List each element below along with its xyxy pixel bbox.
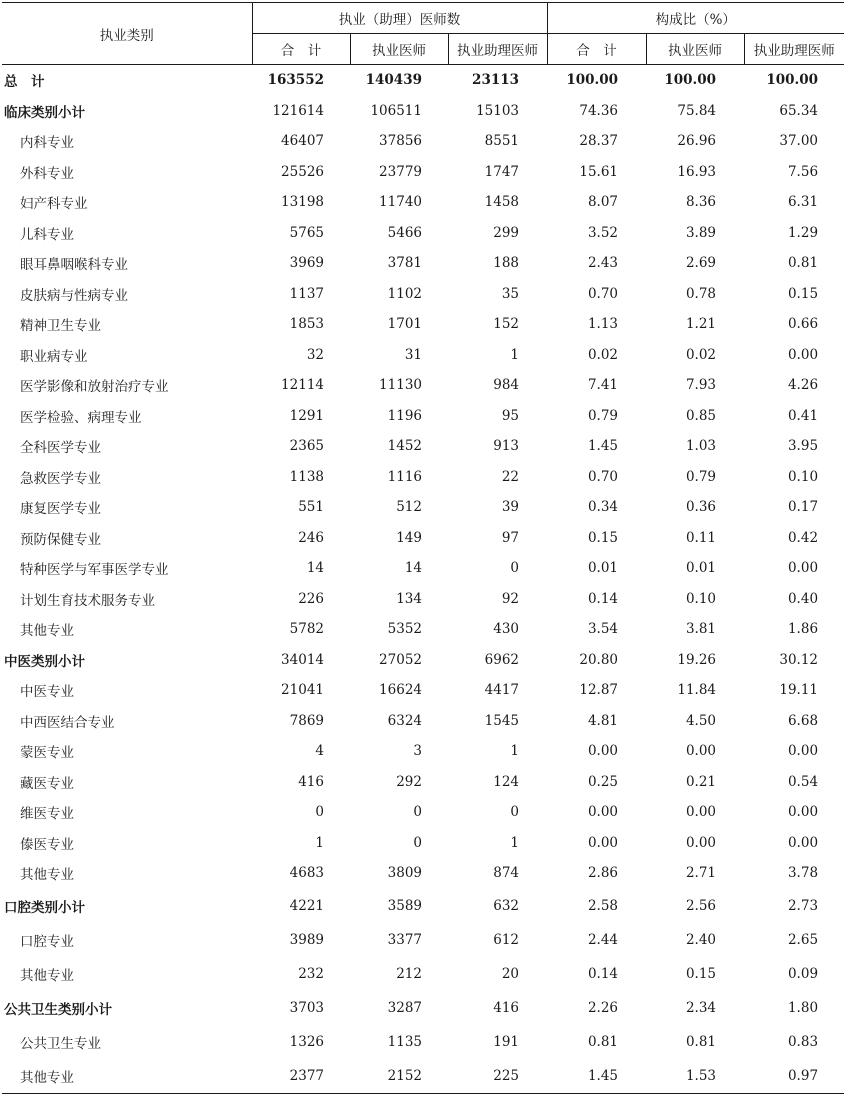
cell-count-physician: 134 [396, 590, 422, 607]
cell-count-physician: 23779 [379, 163, 422, 180]
cell-count-physician: 3377 [387, 931, 422, 948]
cell-count-physician: 1116 [387, 468, 422, 485]
cell-count-assistant: 416 [493, 999, 520, 1016]
table-row [2, 858, 844, 889]
cell-count-physician: 1452 [387, 438, 422, 455]
cell-count-assistant: 299 [493, 224, 520, 241]
cell-count-total: 5782 [289, 621, 324, 638]
cell-ratio-total: 0.81 [587, 1033, 619, 1050]
cell-ratio-total: 0.00 [587, 834, 619, 851]
cell-count-total: 12114 [281, 377, 324, 394]
cell-ratio-assistant: 0.40 [787, 590, 819, 607]
table-body [2, 65, 844, 1094]
cell-ratio-total: 7.41 [587, 377, 619, 394]
cell-count-total: 2377 [252, 1059, 350, 1094]
cell-ratio-total: 0.14 [587, 590, 619, 607]
cell-ratio-physician: 11.84 [677, 682, 717, 699]
cell-count-assistant: 913 [493, 438, 520, 455]
row-label: 职业病专业 [20, 348, 88, 365]
cell-count-total: 232 [298, 965, 324, 982]
cell-ratio-assistant: 6.68 [787, 712, 819, 729]
row-label: 其他专业 [2, 1059, 252, 1094]
col-header-ratio-assistant: 执业助理医师 [744, 34, 844, 65]
row-label: 皮肤病与性病专业 [20, 287, 128, 304]
cell-count-total: 3989 [289, 931, 324, 948]
col-header-count-total: 合 计 [252, 34, 350, 65]
row-label: 公共卫生类别小计 [4, 1001, 112, 1018]
table-row [2, 1059, 844, 1094]
row-label: 精神卫生专业 [20, 318, 101, 335]
cell-count-physician: 1701 [387, 316, 422, 333]
cell-count-assistant: 4417 [484, 682, 520, 699]
row-label: 眼耳鼻咽喉科专业 [20, 257, 128, 274]
table-row [2, 462, 844, 493]
total-row [2, 65, 844, 96]
cell-ratio-total: 3.52 [587, 224, 619, 241]
cell-count-total: 2365 [289, 438, 324, 455]
cell-count-physician: 31 [404, 346, 422, 363]
cell-ratio-assistant: 0.00 [787, 804, 819, 821]
table-row [2, 706, 844, 737]
cell-count-physician: 1102 [387, 285, 422, 302]
row-label: 外科专业 [20, 165, 74, 182]
cell-ratio-total: 20.80 [579, 651, 619, 668]
cell-count-physician: 512 [396, 499, 422, 516]
cell-ratio-physician: 0.36 [685, 499, 717, 516]
cell-count-assistant: 632 [493, 897, 520, 914]
row-label: 中医类别小计 [4, 653, 85, 670]
cell-ratio-physician: 1.03 [685, 438, 717, 455]
table-row [2, 553, 844, 584]
cell-ratio-total: 0.34 [587, 499, 619, 516]
cell-ratio-physician: 8.36 [685, 194, 717, 211]
row-label: 计划生育技术服务专业 [20, 592, 155, 609]
cell-count-assistant: 430 [493, 621, 520, 638]
cell-count-assistant: 984 [493, 377, 520, 394]
cell-count-total: 3969 [289, 255, 324, 272]
cell-count-physician: 292 [396, 773, 422, 790]
cell-ratio-physician: 19.26 [677, 651, 717, 668]
cell-count-assistant: 39 [501, 499, 520, 516]
cell-count-assistant: 1545 [484, 712, 520, 729]
cell-ratio-physician: 7.93 [685, 377, 717, 394]
cell-ratio-total: 12.87 [579, 682, 619, 699]
cell-count-total: 3703 [289, 999, 324, 1016]
cell-ratio-physician: 3.81 [685, 621, 717, 638]
cell-ratio-assistant: 3.78 [787, 865, 819, 882]
cell-ratio-assistant: 3.95 [787, 438, 819, 455]
table-row [2, 218, 844, 249]
row-label: 口腔类别小计 [4, 899, 85, 916]
cell-count-physician: 6324 [387, 712, 422, 729]
table-row [2, 736, 844, 767]
row-label: 口腔专业 [20, 933, 74, 950]
cell-ratio-physician: 0.21 [685, 773, 717, 790]
cell-ratio-physician: 2.40 [685, 931, 717, 948]
cell-ratio-assistant: 6.31 [787, 194, 819, 211]
cell-count-total: 4 [315, 743, 324, 760]
cell-ratio-physician: 100.00 [664, 72, 717, 89]
row-label: 其他专业 [20, 867, 74, 884]
cell-ratio-physician: 2.71 [685, 865, 717, 882]
row-label: 康复医学专业 [20, 501, 101, 518]
cell-count-total: 14 [306, 560, 324, 577]
table-row [2, 614, 844, 645]
cell-ratio-assistant: 0.00 [787, 743, 819, 760]
cell-ratio-total: 0.25 [587, 773, 619, 790]
cell-ratio-assistant: 100.00 [766, 72, 819, 89]
cell-ratio-total: 0.79 [587, 407, 619, 424]
row-label: 医学检验、病理专业 [20, 409, 142, 426]
row-label: 其他专业 [20, 623, 74, 640]
cell-count-assistant: 95 [501, 407, 520, 424]
cell-ratio-physician: 2.56 [685, 897, 717, 914]
table-row [2, 584, 844, 615]
cell-ratio-physician: 16.93 [677, 163, 717, 180]
cell-count-physician: 3589 [387, 897, 422, 914]
cell-ratio-assistant: 1.86 [787, 621, 819, 638]
cell-ratio-total: 0.70 [587, 285, 619, 302]
cell-count-assistant: 15103 [476, 102, 520, 119]
cell-ratio-assistant: 2.73 [787, 897, 819, 914]
table-row [2, 370, 844, 401]
ratio-group-header: 构成比（%） [547, 3, 844, 34]
col-header-count-assistant: 执业助理医师 [448, 34, 547, 65]
cell-count-assistant: 0 [510, 560, 520, 577]
cell-ratio-total: 2.26 [587, 999, 619, 1016]
col-header-ratio-physician: 执业医师 [646, 34, 744, 65]
cell-ratio-total: 2.58 [587, 897, 619, 914]
table-row [2, 279, 844, 310]
cell-count-total: 21041 [281, 682, 324, 699]
row-label: 预防保健专业 [20, 531, 101, 548]
table-row [2, 401, 844, 432]
cell-count-physician: 11740 [379, 194, 422, 211]
subtotal-row [2, 889, 844, 923]
cell-count-physician: 0 [413, 804, 422, 821]
cell-ratio-total: 8.07 [587, 194, 619, 211]
cell-count-assistant: 22 [501, 468, 520, 485]
cell-ratio-physician: 1.21 [685, 316, 717, 333]
row-label: 中西医结合专业 [20, 714, 115, 731]
row-label: 儿科专业 [20, 226, 74, 243]
cell-count-assistant: 97 [501, 529, 520, 546]
table-row [2, 248, 844, 279]
cell-ratio-assistant: 0.66 [787, 316, 819, 333]
cell-count-assistant: 191 [493, 1033, 520, 1050]
cell-ratio-assistant: 0.17 [787, 499, 819, 516]
cell-ratio-physician: 0.02 [685, 346, 717, 363]
row-label: 其他专业 [20, 967, 74, 984]
cell-count-total: 1138 [289, 468, 324, 485]
cell-ratio-total: 0.15 [587, 529, 619, 546]
col-header-count-physician: 执业医师 [350, 34, 448, 65]
subtotal-row [2, 645, 844, 676]
doctor-count-group-header: 执业（助理）医师数 [252, 3, 547, 34]
cell-ratio-total: 15.61 [579, 163, 619, 180]
cell-count-assistant: 1747 [484, 163, 520, 180]
cell-ratio-total: 0.14 [587, 965, 619, 982]
cell-ratio-physician: 0.79 [685, 468, 717, 485]
row-label: 特种医学与军事医学专业 [20, 562, 169, 579]
cell-ratio-total: 1.45 [547, 1059, 646, 1094]
cell-ratio-assistant: 0.09 [787, 965, 819, 982]
row-label: 妇产科专业 [20, 196, 88, 213]
cell-ratio-physician: 0.78 [685, 285, 717, 302]
cell-count-total: 5765 [289, 224, 324, 241]
row-label: 公共卫生专业 [20, 1035, 101, 1052]
cell-count-physician: 5466 [387, 224, 422, 241]
cell-ratio-assistant: 0.41 [787, 407, 819, 424]
table-row [2, 187, 844, 218]
table-row [2, 492, 844, 523]
cell-count-assistant: 20 [501, 965, 520, 982]
cell-ratio-total: 0.01 [587, 560, 619, 577]
cell-count-physician: 37856 [379, 133, 422, 150]
row-label: 全科医学专业 [20, 440, 101, 457]
cell-count-total: 46407 [281, 133, 324, 150]
cell-ratio-assistant: 7.56 [787, 163, 819, 180]
cell-ratio-assistant: 0.00 [787, 560, 819, 577]
cell-ratio-assistant: 65.34 [779, 102, 819, 119]
cell-count-total: 32 [306, 346, 324, 363]
cell-count-total: 7869 [289, 712, 324, 729]
cell-count-assistant: 225 [448, 1059, 547, 1094]
cell-ratio-physician: 0.00 [685, 743, 717, 760]
cell-count-physician: 0 [413, 834, 422, 851]
cell-ratio-assistant: 0.00 [787, 346, 819, 363]
cell-ratio-physician: 0.10 [685, 590, 717, 607]
cell-ratio-physician: 0.85 [685, 407, 717, 424]
cell-count-physician: 1135 [387, 1033, 422, 1050]
cell-count-assistant: 23113 [472, 72, 520, 89]
physician-category-table [2, 2, 844, 1094]
table-row [2, 431, 844, 462]
cell-ratio-assistant: 0.97 [744, 1059, 844, 1094]
col-header-ratio-total: 合 计 [547, 34, 646, 65]
cell-count-assistant: 874 [493, 865, 520, 882]
cell-count-assistant: 612 [493, 931, 520, 948]
cell-count-assistant: 1 [510, 743, 520, 760]
cell-count-physician: 3287 [387, 999, 422, 1016]
cell-count-physician: 212 [396, 965, 422, 982]
cell-ratio-total: 0.00 [587, 743, 619, 760]
table-row [2, 923, 844, 957]
cell-ratio-total: 0.00 [587, 804, 619, 821]
cell-ratio-assistant: 0.15 [787, 285, 819, 302]
cell-count-physician: 106511 [370, 102, 422, 119]
cell-ratio-assistant: 0.83 [787, 1033, 819, 1050]
table-row [2, 797, 844, 828]
cell-ratio-assistant: 0.42 [787, 529, 819, 546]
cell-count-physician: 1196 [387, 407, 422, 424]
table-row [2, 957, 844, 991]
cell-count-physician: 11130 [379, 377, 422, 394]
cell-count-physician: 149 [396, 529, 422, 546]
cell-ratio-physician: 0.81 [685, 1033, 717, 1050]
cell-ratio-total: 4.81 [587, 712, 619, 729]
cell-count-assistant: 1 [510, 834, 520, 851]
row-label: 医学影像和放射治疗专业 [20, 379, 169, 396]
cell-ratio-physician: 0.01 [685, 560, 717, 577]
cell-ratio-total: 2.44 [587, 931, 619, 948]
cell-ratio-physician: 0.11 [685, 529, 717, 546]
table-row [2, 675, 844, 706]
cell-count-assistant: 1 [510, 346, 520, 363]
cell-count-total: 34014 [281, 651, 324, 668]
cell-ratio-physician: 0.15 [685, 965, 717, 982]
cell-count-physician: 27052 [379, 651, 422, 668]
cell-ratio-assistant: 0.81 [787, 255, 819, 272]
cell-ratio-total: 100.00 [566, 72, 619, 89]
cell-ratio-total: 74.36 [579, 102, 619, 119]
cell-ratio-assistant: 19.11 [779, 682, 819, 699]
row-label: 中医专业 [20, 684, 74, 701]
cell-count-physician: 3 [413, 743, 422, 760]
cell-ratio-assistant: 1.80 [787, 999, 819, 1016]
cell-count-total: 416 [298, 773, 324, 790]
cell-count-total: 1291 [289, 407, 324, 424]
subtotal-row [2, 96, 844, 127]
cell-ratio-assistant: 0.10 [787, 468, 819, 485]
cell-ratio-assistant: 0.54 [787, 773, 819, 790]
cell-ratio-total: 2.43 [587, 255, 619, 272]
cell-count-total: 226 [298, 590, 324, 607]
row-label: 总 计 [4, 74, 45, 91]
table-row [2, 1025, 844, 1059]
cell-count-total: 1137 [289, 285, 324, 302]
cell-ratio-physician: 75.84 [677, 102, 717, 119]
cell-ratio-physician: 26.96 [677, 133, 717, 150]
cell-count-total: 163552 [267, 72, 324, 89]
header-row-1 [2, 3, 844, 34]
row-label: 内科专业 [20, 135, 74, 152]
row-label: 急救医学专业 [20, 470, 101, 487]
cell-ratio-total: 1.45 [587, 438, 619, 455]
cell-ratio-physician: 0.00 [685, 834, 717, 851]
cell-ratio-assistant: 4.26 [787, 377, 819, 394]
cell-ratio-physician: 3.89 [685, 224, 717, 241]
table-row [2, 828, 844, 859]
cell-count-physician: 14 [404, 560, 422, 577]
cell-ratio-total: 0.02 [587, 346, 619, 363]
cell-count-total: 1 [315, 834, 324, 851]
cell-count-assistant: 124 [493, 773, 520, 790]
cell-ratio-physician: 4.50 [685, 712, 717, 729]
row-label: 傣医专业 [20, 836, 74, 853]
cell-ratio-total: 2.86 [587, 865, 619, 882]
cell-count-total: 4221 [289, 897, 324, 914]
table-row [2, 340, 844, 371]
table-row [2, 767, 844, 798]
cell-ratio-physician: 0.00 [685, 804, 717, 821]
category-header: 执业类别 [2, 3, 252, 65]
cell-ratio-total: 1.13 [587, 316, 619, 333]
cell-count-assistant: 152 [493, 316, 520, 333]
table-row [2, 523, 844, 554]
cell-ratio-total: 28.37 [579, 133, 619, 150]
row-label: 维医专业 [20, 806, 74, 823]
cell-count-total: 4683 [289, 865, 324, 882]
cell-count-total: 551 [298, 499, 324, 516]
cell-ratio-total: 3.54 [587, 621, 619, 638]
cell-count-total: 1326 [289, 1033, 324, 1050]
cell-count-total: 246 [298, 529, 324, 546]
row-label: 临床类别小计 [4, 104, 85, 121]
cell-ratio-assistant: 1.29 [787, 224, 819, 241]
cell-ratio-total: 0.70 [587, 468, 619, 485]
cell-count-assistant: 6962 [484, 651, 520, 668]
cell-ratio-physician: 1.53 [646, 1059, 744, 1094]
cell-count-physician: 3781 [387, 255, 422, 272]
table-row [2, 126, 844, 157]
cell-ratio-assistant: 0.00 [787, 834, 819, 851]
cell-count-total: 1853 [289, 316, 324, 333]
cell-count-total: 25526 [281, 163, 324, 180]
row-label: 蒙医专业 [20, 745, 74, 762]
row-label: 藏医专业 [20, 775, 74, 792]
cell-count-physician: 5352 [387, 621, 422, 638]
cell-count-assistant: 0 [510, 804, 520, 821]
cell-count-physician: 3809 [387, 865, 422, 882]
cell-ratio-assistant: 30.12 [779, 651, 819, 668]
cell-count-assistant: 188 [493, 255, 520, 272]
cell-count-assistant: 1458 [484, 194, 520, 211]
cell-count-assistant: 92 [501, 590, 520, 607]
cell-ratio-physician: 2.69 [685, 255, 717, 272]
cell-count-physician: 140439 [365, 72, 422, 89]
cell-ratio-physician: 2.34 [685, 999, 717, 1016]
table-row [2, 157, 844, 188]
table-row [2, 309, 844, 340]
cell-count-physician: 16624 [379, 682, 422, 699]
cell-count-physician: 2152 [350, 1059, 448, 1094]
cell-count-total: 0 [315, 804, 324, 821]
cell-count-assistant: 35 [501, 285, 520, 302]
cell-count-total: 13198 [281, 194, 324, 211]
cell-count-total: 121614 [272, 102, 324, 119]
cell-ratio-assistant: 2.65 [787, 931, 819, 948]
cell-count-assistant: 8551 [484, 133, 520, 150]
subtotal-row [2, 991, 844, 1025]
cell-ratio-assistant: 37.00 [779, 133, 819, 150]
